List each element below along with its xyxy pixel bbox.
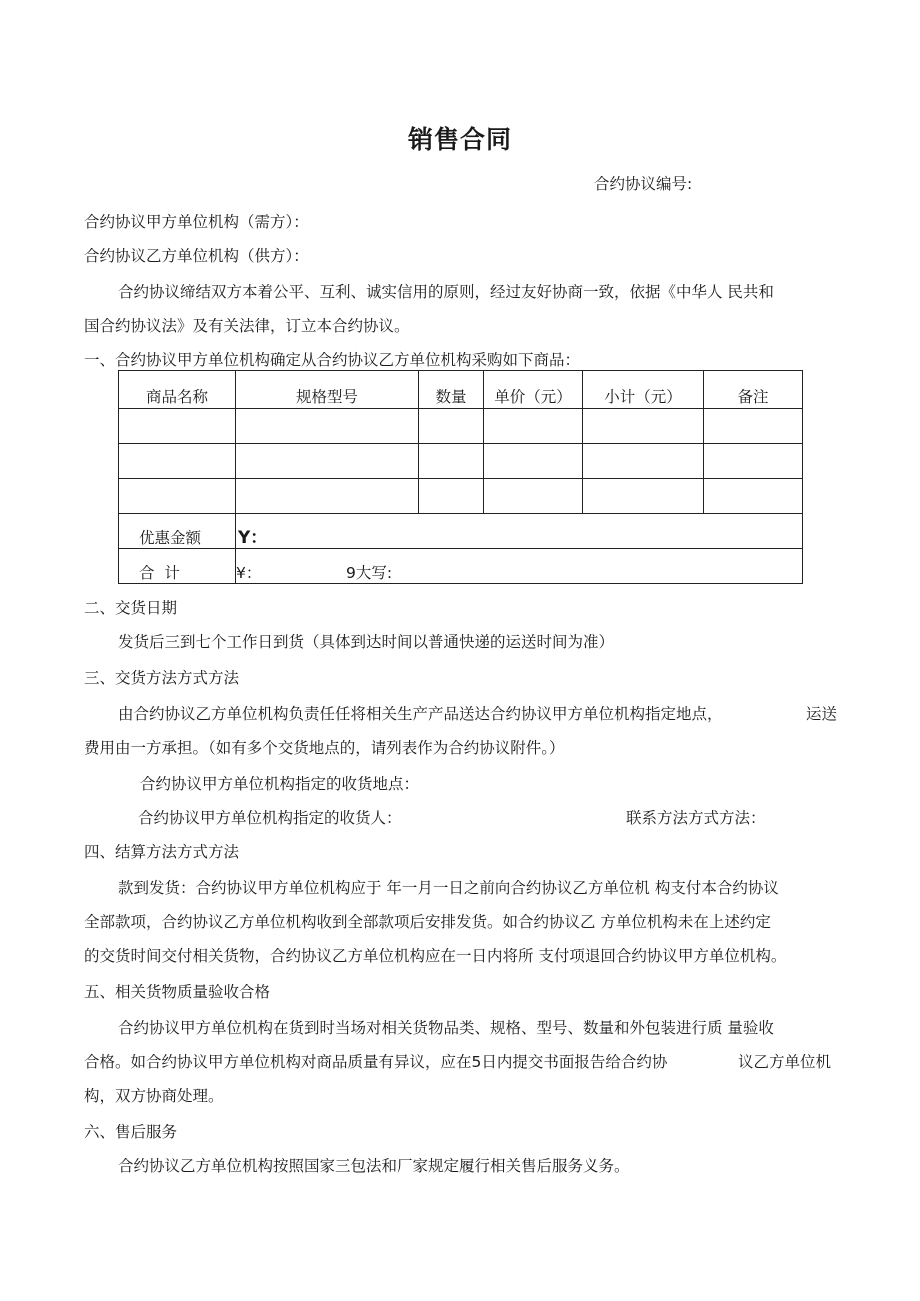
discount-label: 优惠金额 bbox=[119, 514, 236, 549]
section-6-heading: 六、售后服务 bbox=[84, 1123, 178, 1141]
section-5-line-2-end: 议乙方单位机 bbox=[738, 1053, 832, 1071]
discount-yen: Y： bbox=[238, 528, 268, 548]
party-a-label: 合约协议甲方单位机构（需方）： bbox=[84, 213, 309, 231]
table-row bbox=[119, 479, 803, 514]
section-5-line-3: 构，双方协商处理。 bbox=[84, 1087, 224, 1105]
contract-number-label: 合约协议编号: bbox=[594, 175, 693, 193]
table-cell[interactable] bbox=[704, 409, 803, 444]
total-row bbox=[119, 549, 803, 584]
table-cell[interactable] bbox=[419, 409, 484, 444]
header-remarks: 备注 bbox=[704, 371, 803, 409]
section-3-body-line-1: 由合约协议乙方单位机构负责任任将相关生产产品送达合约协议甲方单位机构指定地点， bbox=[118, 705, 723, 723]
header-spec-model: 规格型号 bbox=[236, 371, 419, 409]
contact-label: 联系方法方式方法： bbox=[626, 809, 766, 827]
section-3-heading: 三、交货方法方式方法 bbox=[84, 669, 240, 687]
table-header-row bbox=[119, 371, 803, 409]
intro-paragraph-line-2: 国合约协议法》及有关法律，订立本合约协议。 bbox=[84, 317, 410, 335]
table-cell[interactable] bbox=[484, 409, 583, 444]
section-4-line-3: 的交货时间交付相关货物，合约协议乙方单位机构应在一日内将所 支付项退回合约协议甲方单位机构。 bbox=[84, 947, 787, 965]
party-b-label: 合约协议乙方单位机构（供方）： bbox=[84, 247, 309, 265]
table-cell[interactable] bbox=[704, 479, 803, 514]
total-label: 合 计 bbox=[119, 549, 236, 584]
total-yen: ¥： bbox=[236, 564, 262, 582]
table-cell[interactable] bbox=[236, 409, 419, 444]
section-2-body: 发货后三到七个工作日到货（具体到达时间以普通快递的运送时间为准） bbox=[118, 633, 615, 651]
header-unit-price: 单价（元） bbox=[484, 371, 583, 409]
section-5-line-2: 合格。如合约协议甲方单位机构对商品质量有异议，应在5日内提交书面报告给合约协 bbox=[84, 1053, 668, 1071]
header-quantity: 数量 bbox=[419, 371, 484, 409]
table-cell[interactable] bbox=[236, 444, 419, 479]
total-capital: 9大写: bbox=[346, 564, 393, 582]
table-cell[interactable] bbox=[119, 444, 236, 479]
section-5-heading: 五、相关货物质量验收合格 bbox=[84, 983, 271, 1001]
table-cell[interactable] bbox=[419, 444, 484, 479]
section-3-body-line-2: 费用由一方承担。（如有多个交货地点的，请列表作为合约协议附件。） bbox=[84, 739, 565, 757]
table-cell[interactable] bbox=[583, 409, 704, 444]
table-cell[interactable] bbox=[583, 444, 704, 479]
section-4-line-1: 款到发货：合约协议甲方单位机构应于 年一月一日之前向合约协议乙方单位机 构支付本合约协议 bbox=[118, 879, 779, 897]
section-4-heading: 四、结算方法方式方法 bbox=[84, 843, 240, 861]
table-cell[interactable] bbox=[704, 444, 803, 479]
delivery-address-label: 合约协议甲方单位机构指定的收货地点： bbox=[140, 775, 420, 793]
discount-value[interactable] bbox=[236, 514, 803, 549]
intro-paragraph-line-1: 合约协议缔结双方本着公平、互利、诚实信用的原则，经过友好协商一致，依据《中华人 民共和 bbox=[118, 283, 774, 301]
table-cell[interactable] bbox=[236, 479, 419, 514]
table-cell[interactable] bbox=[484, 479, 583, 514]
section-1-heading: 一、合约协议甲方单位机构确定从合约协议乙方单位机构采购如下商品： bbox=[84, 351, 581, 369]
table-cell[interactable] bbox=[484, 444, 583, 479]
header-subtotal: 小计（元） bbox=[583, 371, 704, 409]
total-value[interactable] bbox=[236, 549, 803, 584]
section-3-body-line-1-end: 运送 bbox=[806, 705, 838, 723]
table-row bbox=[119, 444, 803, 479]
header-product-name: 商品名称 bbox=[119, 371, 236, 409]
discount-row bbox=[119, 514, 803, 549]
table-cell[interactable] bbox=[419, 479, 484, 514]
table-cell[interactable] bbox=[119, 479, 236, 514]
table-row bbox=[119, 409, 803, 444]
section-4-line-2: 全部款项，合约协议乙方单位机构收到全部款项后安排发货。如合约协议乙 方单位机构未在上述约定 bbox=[84, 913, 771, 931]
contract-title: 销售合同 bbox=[407, 125, 512, 154]
section-6-body: 合约协议乙方单位机构按照国家三包法和厂家规定履行相关售后服务义务。 bbox=[118, 1157, 630, 1175]
receiver-label: 合约协议甲方单位机构指定的收货人： bbox=[138, 809, 402, 827]
table-cell[interactable] bbox=[583, 479, 704, 514]
table-cell[interactable] bbox=[119, 409, 236, 444]
goods-table bbox=[118, 370, 803, 584]
section-2-heading: 二、交货日期 bbox=[84, 599, 178, 617]
section-5-line-1: 合约协议甲方单位机构在货到时当场对相关货物品类、规格、型号、数量和外包装进行质 量验收 bbox=[118, 1019, 774, 1037]
